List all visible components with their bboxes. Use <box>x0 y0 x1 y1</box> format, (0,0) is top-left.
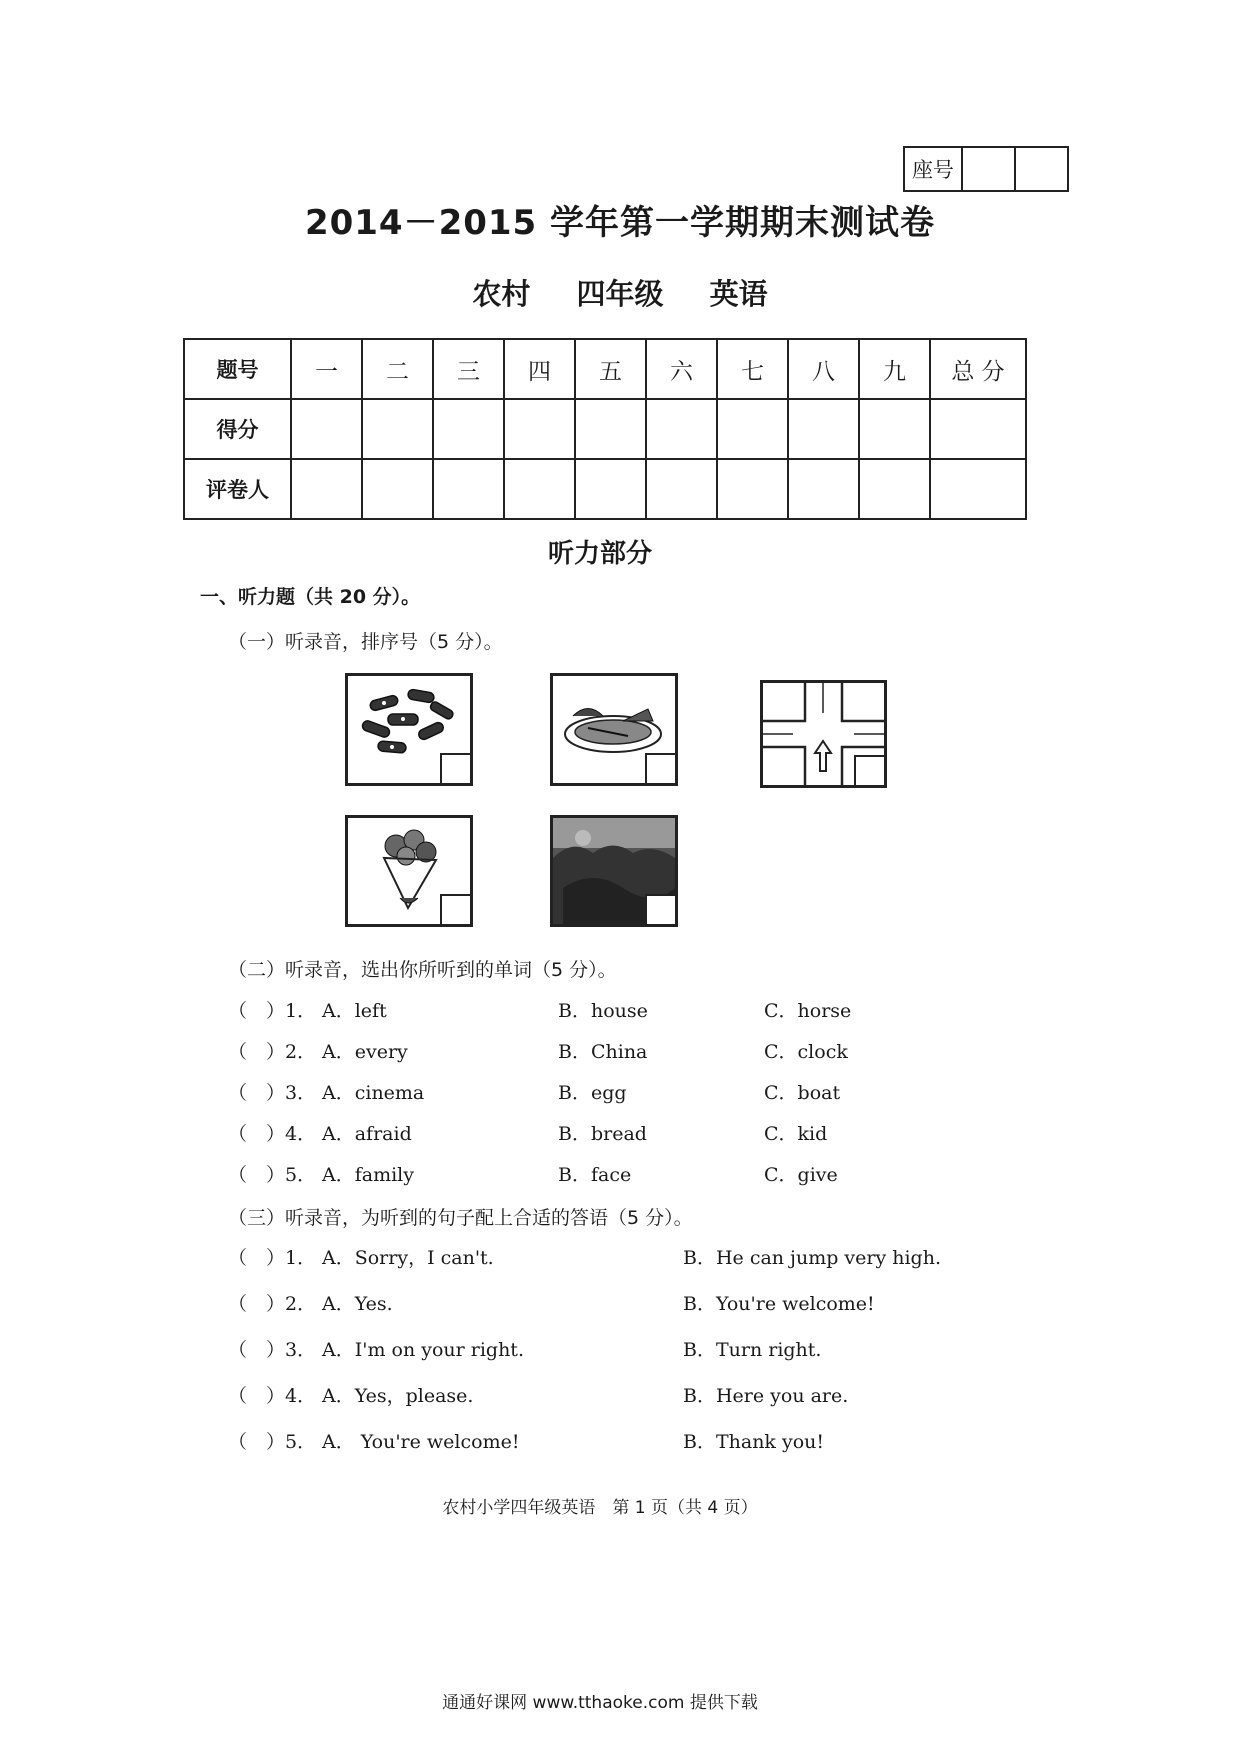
option-a: A．Yes. <box>322 1293 393 1315</box>
item-number: ）3． <box>266 1339 317 1361</box>
answer-box[interactable] <box>645 894 675 924</box>
option-c: C．kid <box>764 1123 828 1145</box>
total-header: 总 分 <box>930 339 1026 399</box>
section1-heading: 一、听力题（共 20 分）。 <box>200 586 421 608</box>
option-c: C．horse <box>764 1000 852 1022</box>
item-number: ）2． <box>266 1041 317 1063</box>
list-item <box>228 1381 1128 1409</box>
score-cell[interactable] <box>859 399 930 459</box>
exam-title: 2014－2015 学年第一学期期末测试卷 <box>304 203 936 243</box>
score-cell[interactable] <box>362 399 433 459</box>
grader-row <box>184 459 1026 519</box>
answer-paren[interactable]: （ <box>228 1247 248 1269</box>
grader-cell[interactable] <box>788 459 859 519</box>
item-number: ）5． <box>266 1164 317 1186</box>
question-number-label: 题号 <box>184 339 291 399</box>
answer-paren[interactable]: （ <box>228 1339 248 1361</box>
option-a: A．Sorry，I can't. <box>322 1247 494 1269</box>
grader-cell[interactable] <box>930 459 1026 519</box>
list-item <box>228 1160 1128 1188</box>
answer-paren[interactable]: （ <box>228 1000 248 1022</box>
column-header: 七 <box>717 339 788 399</box>
answer-box[interactable] <box>440 894 470 924</box>
subtitle-grade: 四年级 <box>576 277 664 311</box>
column-header: 六 <box>646 339 717 399</box>
score-cell[interactable] <box>646 399 717 459</box>
answer-paren[interactable]: （ <box>228 1123 248 1145</box>
option-c: C．boat <box>764 1082 841 1104</box>
list-item <box>228 1243 1128 1271</box>
seat-label: 座号 <box>911 158 954 182</box>
score-cell[interactable] <box>930 399 1026 459</box>
column-header: 三 <box>433 339 504 399</box>
part3-heading: （三）听录音，为听到的句子配上合适的答语（5 分）。 <box>228 1207 693 1229</box>
score-cell[interactable] <box>717 399 788 459</box>
answer-box[interactable] <box>440 753 470 783</box>
column-header: 四 <box>504 339 575 399</box>
item-number: ）3． <box>266 1082 317 1104</box>
dish-icon <box>550 673 678 786</box>
answer-paren[interactable]: （ <box>228 1293 248 1315</box>
score-cell[interactable] <box>504 399 575 459</box>
score-row <box>184 399 1026 459</box>
option-a: A．every <box>322 1041 408 1063</box>
option-a: A．Yes，please. <box>322 1385 474 1407</box>
option-b: B．He can jump very high. <box>683 1247 941 1269</box>
seat-number-cell[interactable] <box>961 148 1014 190</box>
grader-cell[interactable] <box>717 459 788 519</box>
column-header: 二 <box>362 339 433 399</box>
list-item <box>228 1037 1128 1065</box>
item-number: ）4． <box>266 1123 317 1145</box>
section-title: 听力部分 <box>547 539 652 569</box>
list-item <box>228 1078 1128 1106</box>
seat-number-cell[interactable] <box>1014 148 1067 190</box>
score-cell[interactable] <box>788 399 859 459</box>
option-a: A．I'm on your right. <box>322 1339 524 1361</box>
item-number: ）4． <box>266 1385 317 1407</box>
option-b: B．Thank you! <box>683 1431 825 1453</box>
grader-cell[interactable] <box>291 459 362 519</box>
answer-box[interactable] <box>854 755 884 785</box>
option-c: C．clock <box>764 1041 848 1063</box>
grader-cell[interactable] <box>859 459 930 519</box>
option-a: A．cinema <box>322 1082 425 1104</box>
answer-paren[interactable]: （ <box>228 1431 248 1453</box>
column-header: 一 <box>291 339 362 399</box>
seat-number-box <box>903 146 1069 192</box>
option-b: B．You're welcome! <box>683 1293 875 1315</box>
list-item <box>228 996 1128 1024</box>
score-table <box>183 338 1027 520</box>
part1-heading: （一）听录音，排序号（5 分）。 <box>228 631 503 653</box>
score-row-label: 得分 <box>184 399 291 459</box>
score-cell[interactable] <box>433 399 504 459</box>
score-cell[interactable] <box>575 399 646 459</box>
option-b: B．house <box>558 1000 648 1022</box>
item-number: ）2． <box>266 1293 317 1315</box>
answer-paren[interactable]: （ <box>228 1164 248 1186</box>
grader-cell[interactable] <box>646 459 717 519</box>
list-item <box>228 1335 1128 1363</box>
answer-paren[interactable]: （ <box>228 1082 248 1104</box>
option-b: B．Turn right. <box>683 1339 822 1361</box>
exam-subtitle <box>0 272 1240 313</box>
score-cell[interactable] <box>291 399 362 459</box>
option-a: A．family <box>322 1164 414 1186</box>
grader-cell[interactable] <box>504 459 575 519</box>
list-item <box>228 1119 1128 1147</box>
option-b: B．egg <box>558 1082 627 1104</box>
list-item <box>228 1427 1128 1455</box>
grader-row-label: 评卷人 <box>184 459 291 519</box>
column-header: 九 <box>859 339 930 399</box>
option-c: C．give <box>764 1164 838 1186</box>
option-b: B．Here you are. <box>683 1385 849 1407</box>
grader-cell[interactable] <box>362 459 433 519</box>
subtitle-area: 农村 <box>472 277 531 311</box>
site-watermark: 通通好课网 www.tthaoke.com 提供下载 <box>442 1693 758 1713</box>
grader-cell[interactable] <box>575 459 646 519</box>
answer-box[interactable] <box>645 753 675 783</box>
answer-paren[interactable]: （ <box>228 1041 248 1063</box>
option-b: B．bread <box>558 1123 647 1145</box>
list-item <box>228 1289 1128 1317</box>
answer-paren[interactable]: （ <box>228 1385 248 1407</box>
landscape-photo-icon <box>550 815 678 927</box>
item-number: ）1． <box>266 1000 317 1022</box>
option-b: B．face <box>558 1164 632 1186</box>
option-b: B．China <box>558 1041 648 1063</box>
option-a: A． You're welcome! <box>322 1431 520 1453</box>
part2-heading: （二）听录音，选出你所听到的单词（5 分）。 <box>228 959 617 981</box>
subtitle-subject: 英语 <box>709 277 768 311</box>
column-header: 五 <box>575 339 646 399</box>
option-a: A．afraid <box>322 1123 412 1145</box>
item-number: ）5． <box>266 1431 317 1453</box>
road-crossing-icon <box>760 680 887 788</box>
candies-icon <box>345 673 473 786</box>
grader-cell[interactable] <box>433 459 504 519</box>
option-a: A．left <box>322 1000 387 1022</box>
page-footer: 农村小学四年级英语 第 1 页（共 4 页） <box>442 1498 758 1518</box>
item-number: ）1． <box>266 1247 317 1269</box>
column-header: 八 <box>788 339 859 399</box>
bouquet-icon <box>345 815 473 927</box>
score-table-header-row <box>184 339 1026 399</box>
